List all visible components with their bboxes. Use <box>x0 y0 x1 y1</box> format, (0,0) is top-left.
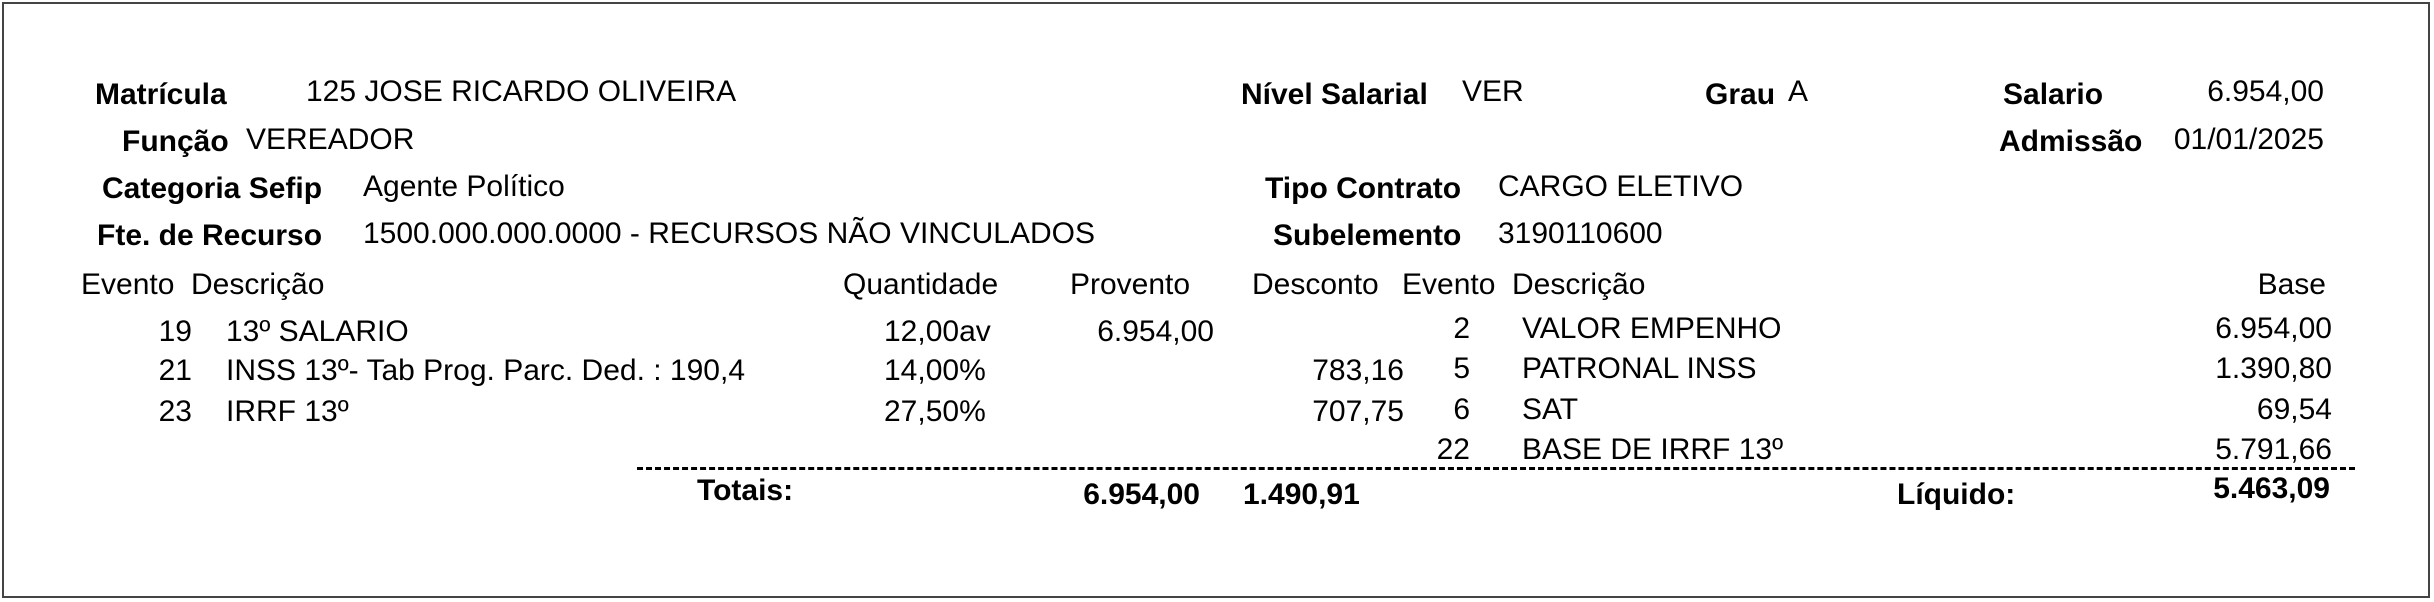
fonte-recurso-label: Fte. de Recurso <box>97 219 323 252</box>
grau-label: Grau <box>1705 78 1776 111</box>
funcao-value: VEREADOR <box>246 123 415 156</box>
col-desconto-header: Desconto <box>1252 268 1379 301</box>
subelemento-label: Subelemento <box>1273 219 1462 252</box>
row-quantidade: 12,00av <box>884 315 991 348</box>
col-descricao-right-header: Descrição <box>1512 268 1646 301</box>
row-base: 5.791,66 <box>2215 433 2332 466</box>
salario-value: 6.954,00 <box>2207 75 2324 108</box>
row-evento-right: 5 <box>1453 352 1470 385</box>
row-descricao-right: PATRONAL INSS <box>1522 352 1757 385</box>
nivel-salarial-value: VER <box>1462 75 1524 108</box>
row-evento: 19 <box>158 315 192 348</box>
funcao-label: Função <box>122 125 229 158</box>
row-descricao-right: BASE DE IRRF 13º <box>1522 433 1784 466</box>
tipo-contrato-value: CARGO ELETIVO <box>1498 170 1744 203</box>
admissao-label: Admissão <box>1999 125 2143 158</box>
grau-value: A <box>1788 75 1809 108</box>
liquido-label: Líquido: <box>1897 478 2016 511</box>
row-evento-right: 6 <box>1453 393 1470 426</box>
row-evento-right: 2 <box>1453 312 1470 345</box>
categoria-label: Categoria Sefip <box>102 172 323 205</box>
col-provento-header: Provento <box>1070 268 1191 301</box>
col-quantidade-header: Quantidade <box>843 268 999 301</box>
totals-desconto: 1.490,91 <box>1243 478 1360 511</box>
categoria-value: Agente Político <box>363 170 565 203</box>
subelemento-value: 3190110600 <box>1498 217 1663 250</box>
matricula-value: 125 JOSE RICARDO OLIVEIRA <box>306 75 737 108</box>
row-quantidade: 14,00% <box>884 354 986 387</box>
admissao-value: 01/01/2025 <box>2173 123 2324 156</box>
fonte-recurso-value: 1500.000.000.0000 - RECURSOS NÃO VINCULADOS <box>363 217 1095 250</box>
row-base: 6.954,00 <box>2215 312 2332 345</box>
row-desconto: 707,75 <box>1312 395 1404 428</box>
row-descricao-right: VALOR EMPENHO <box>1522 312 1782 345</box>
row-descricao: IRRF 13º <box>226 395 349 428</box>
totals-label: Totais: <box>697 474 794 507</box>
row-evento: 23 <box>158 395 192 428</box>
col-evento-header: Evento <box>81 268 175 301</box>
col-evento-right-header: Evento <box>1402 268 1496 301</box>
liquido-value: 5.463,09 <box>2213 472 2330 505</box>
row-descricao-right: SAT <box>1522 393 1579 426</box>
row-provento: 6.954,00 <box>1097 315 1214 348</box>
row-descricao: INSS 13º- Tab Prog. Parc. Ded. : 190,4 <box>226 354 746 387</box>
matricula-label: Matrícula <box>95 78 227 111</box>
row-evento: 21 <box>158 354 192 387</box>
salario-label: Salario <box>2003 78 2104 111</box>
row-base: 1.390,80 <box>2215 352 2332 385</box>
totals-provento: 6.954,00 <box>1083 478 1200 511</box>
row-base: 69,54 <box>2256 393 2332 426</box>
row-evento-right: 22 <box>1436 433 1470 466</box>
row-desconto: 783,16 <box>1312 354 1404 387</box>
tipo-contrato-label: Tipo Contrato <box>1265 172 1462 205</box>
col-descricao-header: Descrição <box>191 268 325 301</box>
nivel-salarial-label: Nível Salarial <box>1241 78 1428 111</box>
totals-separator <box>637 467 2355 470</box>
col-base-header: Base <box>2257 268 2326 301</box>
row-descricao: 13º SALARIO <box>226 315 409 348</box>
row-quantidade: 27,50% <box>884 395 986 428</box>
